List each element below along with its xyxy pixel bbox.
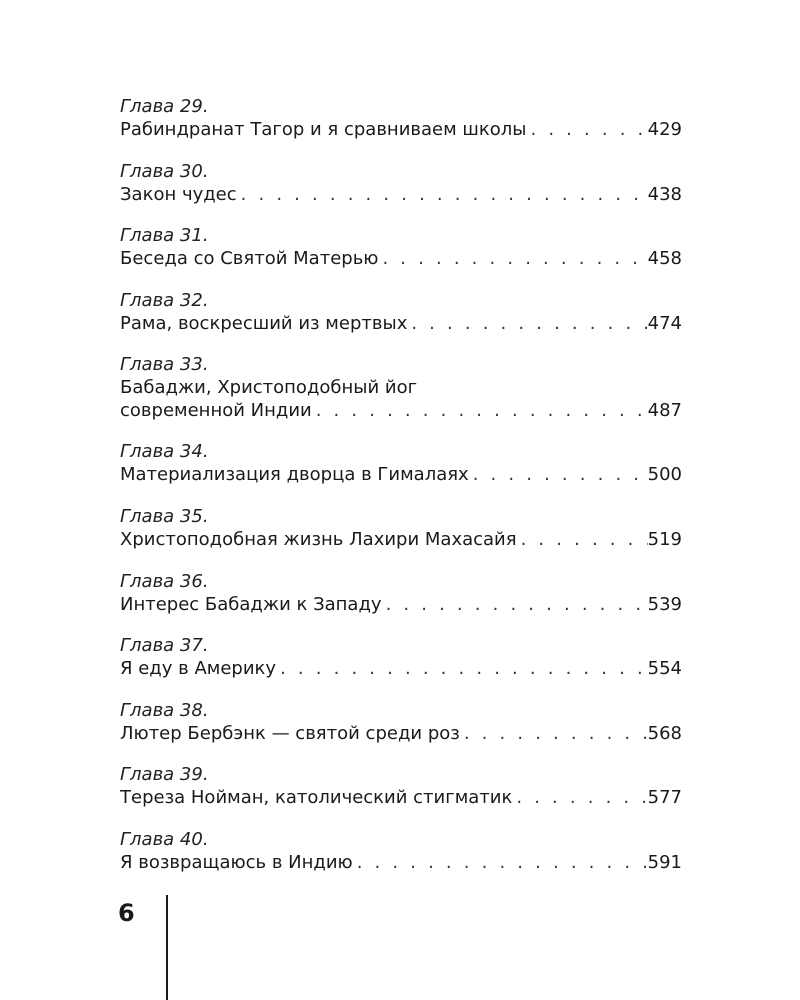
chapter-label: Глава 36. xyxy=(120,570,209,592)
toc-line xyxy=(120,312,682,335)
chapter-title: Интерес Бабаджи к Западу xyxy=(120,593,382,615)
dot-leader xyxy=(382,593,648,616)
page-number: 429 xyxy=(647,119,682,140)
toc-entry[interactable] xyxy=(120,161,682,226)
page-number: 474 xyxy=(647,312,682,334)
chapter-title: Я возвращаюсь в Индию xyxy=(120,851,353,873)
chapter-label: Глава 40. xyxy=(120,828,209,850)
dot-leader xyxy=(527,118,648,141)
chapter-label: Глава 30. xyxy=(120,160,209,182)
chapter-label: Глава 39. xyxy=(120,764,209,786)
dot-leader xyxy=(353,851,648,874)
toc-entry[interactable] xyxy=(120,829,682,894)
page-number: 568 xyxy=(647,722,682,744)
chapter-label: Глава 38. xyxy=(120,699,209,721)
chapter-title: Я еду в Америку xyxy=(120,658,277,680)
chapter-title: современной Индии xyxy=(120,400,312,422)
dot-leader xyxy=(407,312,647,335)
dot-leader xyxy=(312,399,648,422)
chapter-label: Глава 35. xyxy=(120,505,209,527)
dot-leader xyxy=(460,722,648,745)
toc-entry[interactable] xyxy=(120,571,682,636)
chapter-label: Глава 37. xyxy=(120,635,209,657)
toc-line xyxy=(120,657,682,680)
dot-leader xyxy=(512,786,647,809)
toc-line xyxy=(120,399,682,422)
page-number: 591 xyxy=(647,851,682,873)
toc-line xyxy=(120,593,682,616)
chapter-title: Христоподобная жизнь Лахири Махасайя xyxy=(120,528,517,550)
chapter-label: Глава 32. xyxy=(120,289,209,311)
toc-line xyxy=(120,851,682,874)
toc-line xyxy=(120,118,682,141)
chapter-title: Закон чудес xyxy=(120,183,237,205)
chapter-title: Рабиндранат Тагор и я сравниваем школы xyxy=(120,119,527,140)
toc-entry[interactable] xyxy=(120,225,682,290)
chapter-title-line1: Бабаджи, Христоподобный йог xyxy=(120,377,418,399)
toc-entry[interactable] xyxy=(120,96,682,161)
toc-entry[interactable] xyxy=(120,635,682,700)
dot-leader xyxy=(469,463,648,486)
folio-divider xyxy=(166,895,168,1000)
chapter-title: Беседа со Святой Матерью xyxy=(120,248,379,270)
toc-entry[interactable] xyxy=(120,506,682,571)
page-number: 519 xyxy=(647,528,682,550)
dot-leader xyxy=(378,247,647,270)
toc-line xyxy=(120,722,682,745)
chapter-title: Материализация дворца в Гималаях xyxy=(120,464,469,486)
chapter-label: Глава 33. xyxy=(120,354,209,376)
dot-leader xyxy=(517,528,648,551)
page-number: 577 xyxy=(647,787,682,809)
page-number: 438 xyxy=(647,183,682,205)
page-number: 500 xyxy=(647,464,682,486)
chapter-label: Глава 31. xyxy=(120,225,209,247)
dot-leader xyxy=(237,183,648,206)
toc-line xyxy=(120,183,682,206)
toc-entry[interactable] xyxy=(120,700,682,765)
page-number: 554 xyxy=(647,658,682,680)
chapter-title: Рама, воскресший из мертвых xyxy=(120,312,408,334)
chapter-title: Лютер Бербэнк — святой среди роз xyxy=(120,722,460,744)
toc-entry[interactable] xyxy=(120,354,682,441)
toc-entry[interactable] xyxy=(120,290,682,355)
page-number: 539 xyxy=(647,593,682,615)
toc-line xyxy=(120,247,682,270)
chapter-label: Глава 34. xyxy=(120,441,209,463)
page-folio-number: 6 xyxy=(118,899,135,927)
dot-leader xyxy=(276,657,648,680)
page-number: 487 xyxy=(647,400,682,422)
page-number: 458 xyxy=(647,248,682,270)
table-of-contents xyxy=(120,96,682,894)
chapter-title: Тереза Нойман, католический стигматик xyxy=(120,787,513,809)
toc-entry[interactable] xyxy=(120,764,682,829)
toc-entry[interactable] xyxy=(120,441,682,506)
toc-line xyxy=(120,528,682,551)
toc-line xyxy=(120,786,682,809)
chapter-label: Глава 29. xyxy=(120,96,209,117)
toc-line xyxy=(120,463,682,486)
